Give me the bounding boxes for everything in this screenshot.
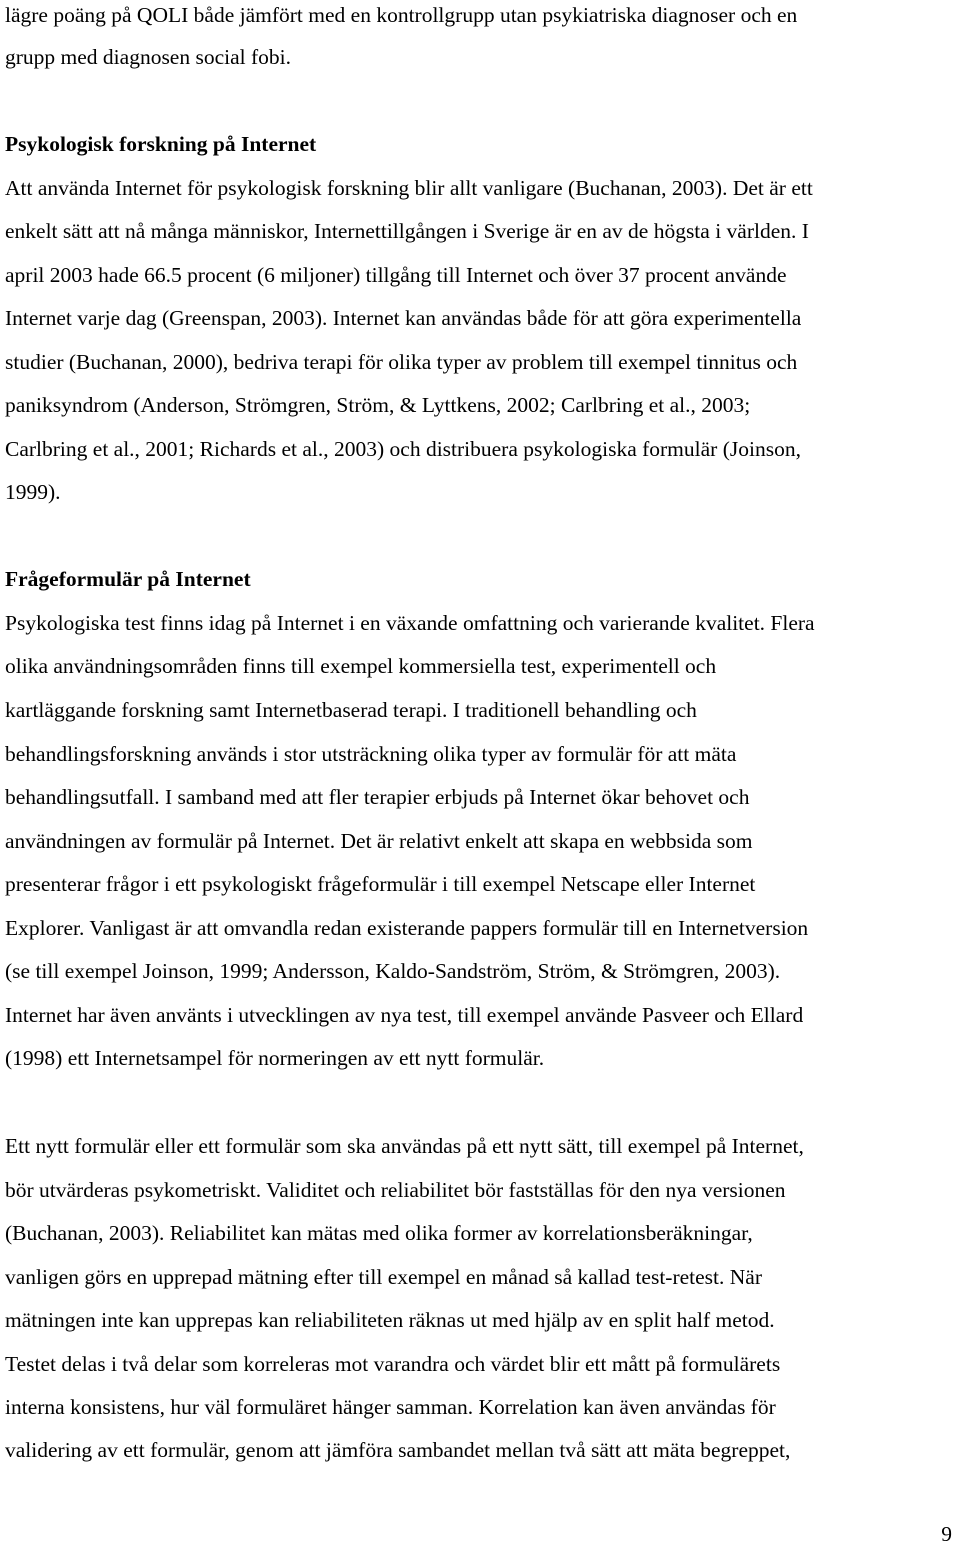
- text-line: Carlbring et al., 2001; Richards et al., 2003) och distribuera psykologiska formulär (Joinson,: [5, 437, 801, 461]
- text-line: validering av ett formulär, genom att jämföra sambandet mellan två sätt att mäta begreppet,: [5, 1438, 791, 1462]
- text-line: Psykologiska test finns idag på Internet i en växande omfattning och varierande kvalitet. Flera: [5, 611, 815, 635]
- text-line: (se till exempel Joinson, 1999; Andersson, Kaldo-Sandström, Ström, & Strömgren, 2003).: [5, 959, 781, 983]
- text-line: Explorer. Vanligast är att omvandla redan existerande pappers formulär till en Internetversion: [5, 916, 809, 940]
- section-heading-psykologisk-forskning: Psykologisk forskning på Internet: [5, 132, 317, 156]
- text-line: grupp med diagnosen social fobi.: [5, 45, 292, 69]
- text-line: Ett nytt formulär eller ett formulär som ska användas på ett nytt sätt, till exempel på Internet,: [5, 1134, 804, 1158]
- text-line: vanligen görs en upprepad mätning efter till exempel en månad så kallad test-retest. När: [5, 1265, 763, 1289]
- text-line: bör utvärderas psykometriskt. Validitet och reliabilitet bör fastställas för den nya versionen: [5, 1178, 786, 1202]
- text-line: behandlingsutfall. I samband med att fler terapier erbjuds på Internet ökar behovet och: [5, 785, 750, 809]
- text-line: kartläggande forskning samt Internetbaserad terapi. I traditionell behandling och: [5, 698, 697, 722]
- text-line: presenterar frågor i ett psykologiskt frågeformulär i till exempel Netscape eller Internet: [5, 872, 756, 896]
- text-line: paniksyndrom (Anderson, Strömgren, Ström, & Lyttkens, 2002; Carlbring et al., 2003;: [5, 393, 751, 417]
- text-line: interna konsistens, hur väl formuläret hänger samman. Korrelation kan även användas för: [5, 1395, 776, 1419]
- text-line: 1999).: [5, 480, 61, 504]
- text-line: (Buchanan, 2003). Reliabilitet kan mätas med olika former av korrelationsberäkningar,: [5, 1221, 753, 1245]
- text-line: behandlingsforskning används i stor utsträckning olika typer av formulär för att mäta: [5, 742, 737, 766]
- text-line: Internet har även använts i utvecklingen av nya test, till exempel använde Pasveer och Ellard: [5, 1003, 804, 1027]
- text-line: april 2003 hade 66.5 procent (6 miljoner) tillgång till Internet och över 37 procent använde: [5, 263, 787, 287]
- text-line: studier (Buchanan, 2000), bedriva terapi för olika typer av problem till exempel tinnitus och: [5, 350, 798, 374]
- text-line: Testet delas i två delar som korreleras mot varandra och värdet blir ett mått på formulärets: [5, 1352, 781, 1376]
- text-line: (1998) ett Internetsampel för normeringen av ett nytt formulär.: [5, 1046, 545, 1070]
- text-line: enkelt sätt att nå många människor, Internettillgången i Sverige är en av de högsta i världen. I: [5, 219, 809, 243]
- page-number: 9: [941, 1522, 952, 1546]
- text-line: olika användningsområden finns till exempel kommersiella test, experimentell och: [5, 654, 717, 678]
- section-heading-frageformular: Frågeformulär på Internet: [5, 567, 251, 591]
- text-line: lägre poäng på QOLI både jämfört med en kontrollgrupp utan psykiatriska diagnoser och en: [5, 3, 798, 27]
- text-line: användningen av formulär på Internet. Det är relativt enkelt att skapa en webbsida som: [5, 829, 753, 853]
- text-line: Att använda Internet för psykologisk forskning blir allt vanligare (Buchanan, 2003). Det är ett: [5, 176, 813, 200]
- text-line: mätningen inte kan upprepas kan reliabiliteten räknas ut med hjälp av en split half metod.: [5, 1308, 775, 1332]
- text-line: Internet varje dag (Greenspan, 2003). Internet kan användas både för att göra experimentella: [5, 306, 802, 330]
